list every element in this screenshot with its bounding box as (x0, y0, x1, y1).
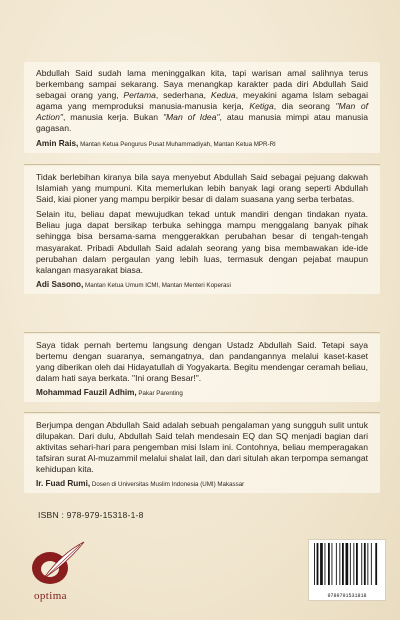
publisher-name: optima (34, 590, 67, 602)
endorser-title: Mantan Ketua Pengurus Pusat Muhammadiyah, Mantan Ketua MPR-RI (80, 140, 276, 148)
endorser-title: Dosen di Universitas Muslim Indonesia (UMI) Makassar (91, 481, 245, 489)
barcode-bar (353, 543, 354, 585)
barcode-bar (332, 543, 333, 585)
barcode-bar (314, 543, 315, 585)
barcode (308, 539, 386, 601)
barcode-bar (325, 543, 326, 585)
barcode-bar (361, 543, 362, 585)
endorsement-text (36, 420, 368, 475)
endorser-name: Ir. Fuad Rumi, (36, 479, 91, 489)
endorsement-text (36, 172, 368, 276)
barcode-bar (328, 543, 330, 585)
endorsement-paragraph: Berjumpa dengan Abdullah Said adalah sebuah pengalaman yang sungguh sulit untuk dilupakan. Dari dulu, Abdullah Said telah mendesain EQ dan SQ menjadi bagian dari aktivitas sehari-hari para pengemban misi Islam ini. Contohnya, beliau memperagakan tafsiran surat Al-muzammil melalui shalat lail, dan dari situlah akan terpompa semangat kehidupan kita. (36, 420, 368, 475)
barcode-bar (317, 543, 319, 585)
endorsement-fuad-rumi (24, 414, 380, 493)
divider (24, 164, 380, 165)
endorsement-adi-sasono (24, 166, 380, 294)
endorsement-byline (36, 280, 368, 290)
endorsement-paragraph: Tidak berlebihan kiranya bila saya menyebut Abdullah Said sebagai pejuang dakwah Islamiah yang mumpuni. Kita memerlukan lebih banyak lagi orang seperti Abdullah Said, kiai pioner yang mampu berpikir besar di dalam suasana yang serba terbatas. (36, 172, 368, 205)
divider (24, 412, 380, 413)
endorsement-paragraph: Abdullah Said sudah lama meninggalkan kita, tapi warisan amal salihnya terus berkembang sampai sekarang. Saya menangkap karakter pada diri Abdullah Said sebagai orang yang, Pertama, sederhana, Kedua, meyakini agama Islam sebagai agama yang memproduksi manusia-manusia kerja, Ketiga, dia seorang "Man of Action", manusia kerja. Bukan "Man of Idea", atau manusia mimpi atau manusia gagasan. (36, 68, 369, 134)
barcode-bar (339, 543, 340, 585)
endorsement-byline (36, 139, 368, 149)
endorser-name: Adi Sasono, (36, 279, 84, 289)
endorsement-paragraph: Saya tidak pernah bertemu langsung dengan Ustadz Abdullah Said. Tetapi saya bertemu dengan suaranya, semangatnya, dan pandangannya melalui kaset-kaset yang diberikan oleh dai Hidayatullah di Yogyakarta. Begitu mendengar ceramah beliau, dalam hati saya berkata. "Ini orang Besar!". (36, 340, 368, 384)
endorsement-paragraph: Selain itu, beliau dapat mewujudkan tekad untuk mandiri dengan tindakan nyata. Beliau juga dapat bersikap terbuka sehingga mampu menggalang banyak pihak sehingga bisa bersama-sama menggerakkan perubahan besar di tengah-tengah masyarakat. Pribadi Abdullah Said adalah seorang yang bisa membawakan ide-ide perubahan dalam pergaulan yang lebih luas, termasuk dengan pejabat maupun kalangan masyarakat biasa. (36, 209, 368, 275)
barcode-bar (346, 543, 349, 585)
barcode-bar (342, 543, 344, 585)
isbn: ISBN : 978-979-15318-1-8 (38, 510, 144, 520)
quill-feather-icon (24, 538, 88, 590)
barcode-bars (312, 543, 382, 587)
barcode-bar (371, 543, 372, 585)
barcode-bar (336, 543, 337, 585)
endorser-name: Amin Rais, (36, 138, 79, 148)
endorser-title: Mantan Ketua Umum ICMI, Mantan Menteri Koperasi (85, 281, 231, 289)
barcode-number: 9789791531818 (327, 593, 367, 599)
endorsement-amin-rais (24, 62, 380, 153)
endorsement-fauzil-adhim (24, 334, 380, 402)
barcode-bar (364, 543, 366, 585)
endorsement-byline (36, 479, 368, 489)
barcode-bar (367, 543, 368, 585)
endorser-title: Pakar Parenting (138, 390, 183, 398)
barcode-bar (356, 543, 358, 585)
barcode-bar (320, 543, 323, 585)
barcode-bar (350, 543, 351, 585)
endorsement-text (36, 340, 368, 384)
divider (24, 332, 380, 333)
endorser-name: Mohammad Fauzil Adhim, (36, 388, 137, 398)
endorsement-text (36, 68, 368, 135)
barcode-bar (375, 543, 377, 585)
endorsement-byline (36, 388, 368, 398)
